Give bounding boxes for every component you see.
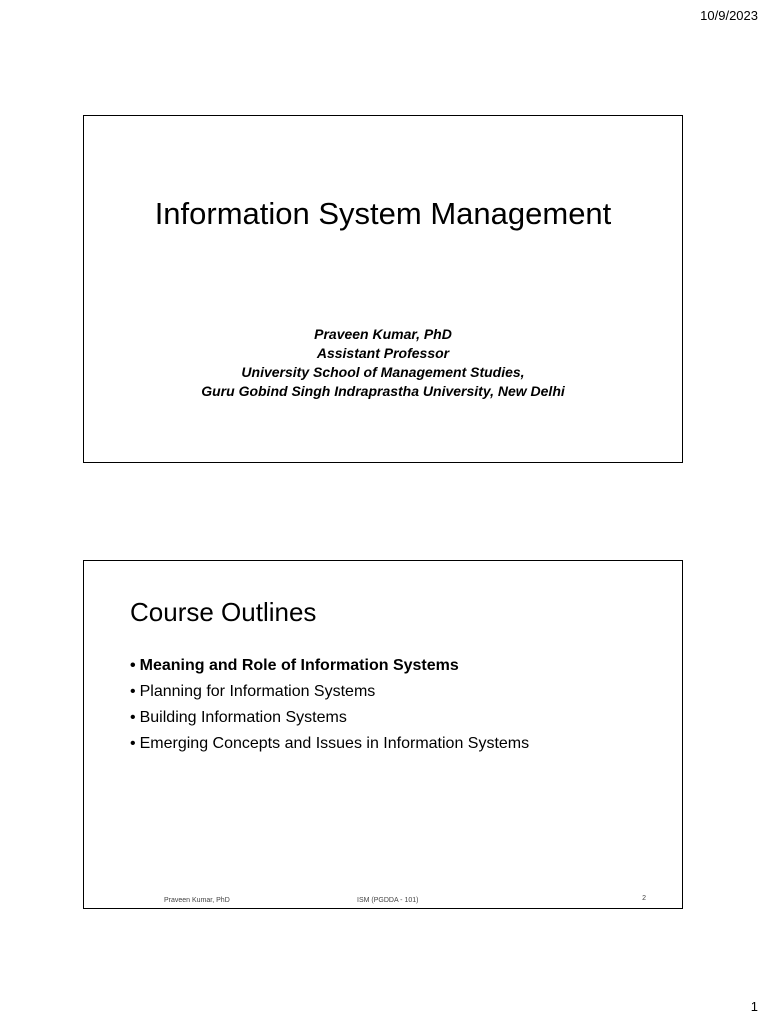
list-item — [130, 653, 529, 679]
list-item-label: Building Information Systems — [139, 709, 347, 726]
author-university: Guru Gobind Singh Indraprastha University, New Delhi — [201, 383, 565, 399]
page-date: 10/9/2023 — [700, 8, 758, 23]
author-block — [84, 325, 682, 401]
bullet: • — [130, 683, 136, 700]
list-item — [130, 679, 529, 705]
bullet: • — [130, 657, 136, 674]
list-item-label: Planning for Information Systems — [139, 683, 376, 700]
list-item-label: Meaning and Role of Information Systems — [139, 657, 459, 674]
list-item — [130, 731, 529, 757]
author-position: Assistant Professor — [316, 345, 450, 361]
slide-title: Information System Management — [154, 196, 612, 231]
bullet: • — [130, 735, 136, 752]
slide-number: 2 — [642, 895, 646, 902]
slide-2 — [83, 560, 683, 909]
slide-footer-course: ISM (PGDDA - 101) — [357, 897, 419, 904]
slide-footer-author: Praveen Kumar, PhD — [164, 897, 230, 904]
list-item — [130, 705, 529, 731]
slide-title: Course Outlines — [130, 597, 317, 627]
course-outline-list — [130, 653, 529, 757]
list-item-label: Emerging Concepts and Issues in Information Systems — [139, 735, 530, 752]
author-school: University School of Management Studies, — [241, 364, 525, 380]
slide-1 — [83, 115, 683, 463]
page-number: 1 — [750, 999, 758, 1014]
author-name: Praveen Kumar, PhD — [314, 326, 452, 342]
bullet: • — [130, 709, 136, 726]
